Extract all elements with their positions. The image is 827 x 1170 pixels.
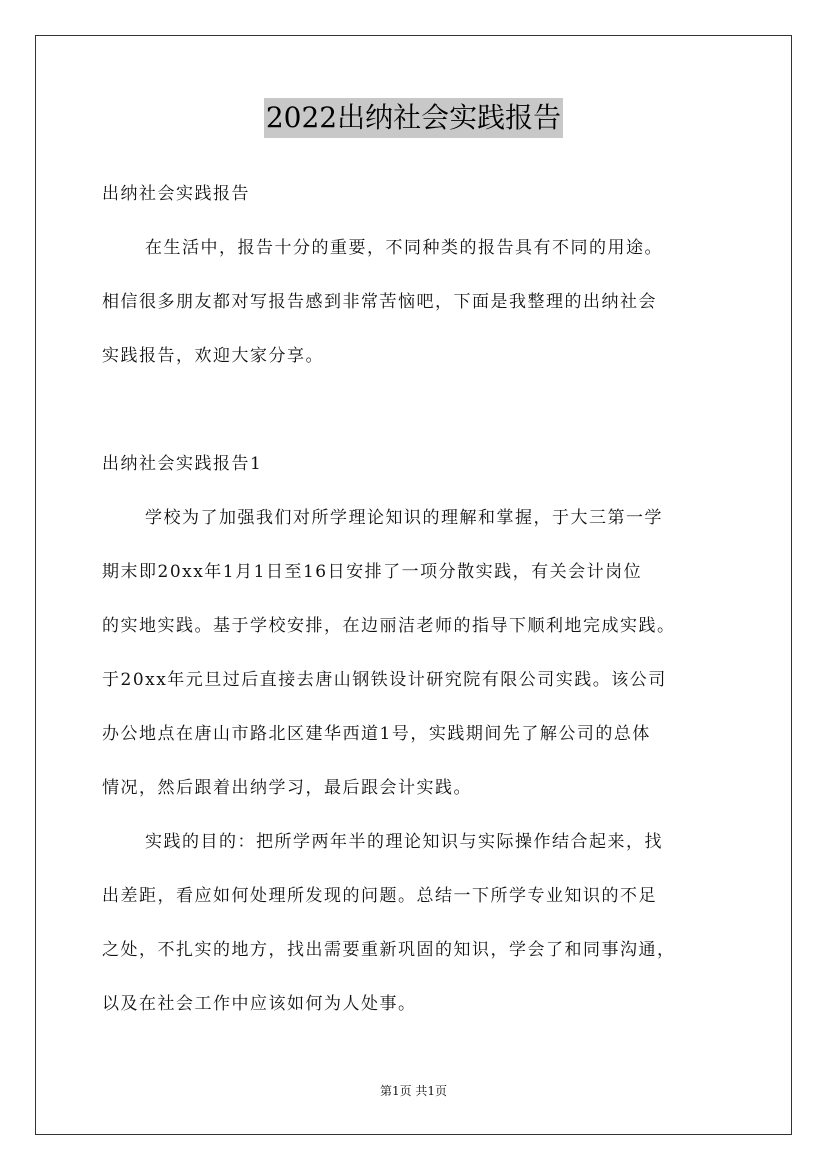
paragraph-line: 之处，不扎实的地方，找出需要重新巩固的知识，学会了和同事沟通， <box>102 940 676 960</box>
intro-line: 相信很多朋友都对写报告感到非常苦恼吧，下面是我整理的出纳社会 <box>102 292 657 312</box>
title-container <box>0 98 827 138</box>
paragraph-line: 的实地实践。基于学校安排，在边丽洁老师的指导下顺利地完成实践。 <box>102 616 676 636</box>
paragraph-line: 期末即20xx年1月1日至16日安排了一项分散实践，有关会计岗位 <box>102 562 643 582</box>
section-heading: 出纳社会实践报告1 <box>102 454 263 474</box>
paragraph-line: 办公地点在唐山市路北区建华西道1号，实践期间先了解公司的总体 <box>102 724 651 744</box>
paragraph-line: 以及在社会工作中应该如何为人处事。 <box>102 994 417 1014</box>
paragraph-line: 学校为了加强我们对所学理论知识的理解和掌握，于大三第一学 <box>145 508 663 528</box>
document-title: 2022出纳社会实践报告 <box>264 98 563 138</box>
intro-line: 实践报告，欢迎大家分享。 <box>102 346 324 366</box>
paragraph-line: 于20xx年元旦过后直接去唐山钢铁设计研究院有限公司实践。该公司 <box>102 670 667 690</box>
paragraph-line: 出差距，看应如何处理所发现的问题。总结一下所学专业知识的不足 <box>102 886 657 906</box>
paragraph-line: 情况，然后跟着出纳学习，最后跟会计实践。 <box>102 778 472 798</box>
paragraph-line: 实践的目的：把所学两年半的理论知识与实际操作结合起来，找 <box>145 832 663 852</box>
page-footer: 第1页 共1页 <box>379 1084 448 1098</box>
intro-line: 在生活中，报告十分的重要，不同种类的报告具有不同的用途。 <box>145 238 663 258</box>
document-subtitle: 出纳社会实践报告 <box>102 184 250 204</box>
